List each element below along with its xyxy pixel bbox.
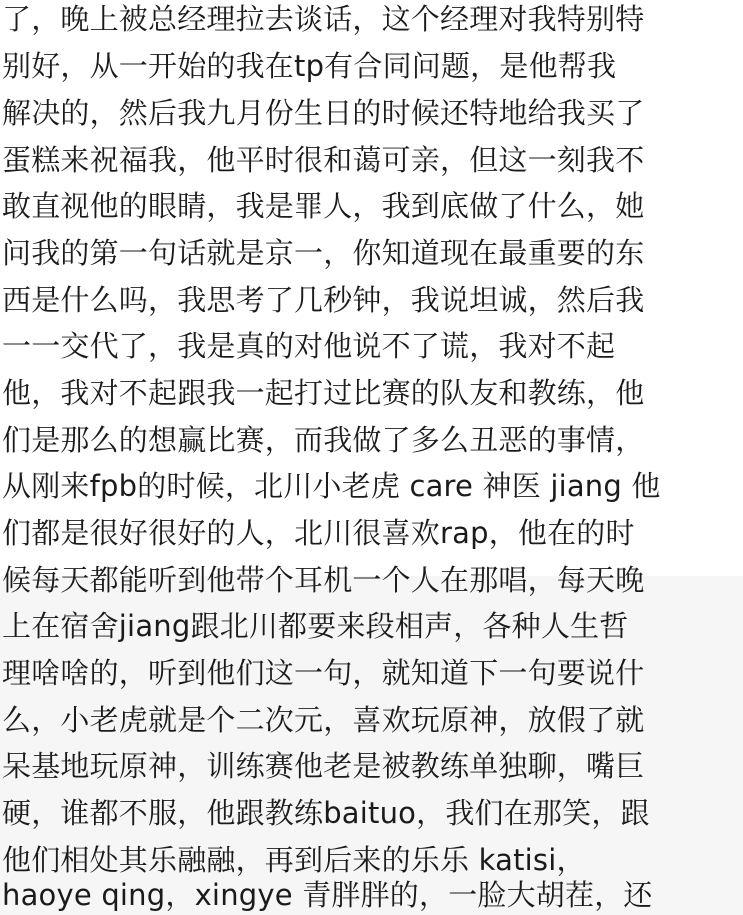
text-line-17: 呆基地玩原神，训练赛他老是被教练单独聊，嘴巨 bbox=[2, 749, 645, 783]
text-line-13: 候每天都能听到他带个耳机一个人在那唱，每天晚 bbox=[2, 563, 645, 597]
text-line-18: 硬，谁都不服，他跟教练baituo，我们在那笑，跟 bbox=[2, 796, 650, 830]
text-line-6: 问我的第一句话就是京一，你知道现在最重要的东 bbox=[2, 236, 645, 270]
text-line-7: 西是什么吗，我思考了几秒钟，我说坦诚，然后我 bbox=[2, 283, 645, 317]
text-line-3: 解决的，然后我九月份生日的时候还特地给我买了 bbox=[2, 96, 645, 130]
text-line-5: 敢直视他的眼睛，我是罪人，我到底做了什么，她 bbox=[2, 189, 645, 223]
text-line-1: 了，晚上被总经理拉去谈话，这个经理对我特别特 bbox=[2, 2, 645, 36]
text-line-20: haoye qing，xingye 青胖胖的，一脸大胡茬，还 bbox=[2, 878, 653, 912]
text-line-4: 蛋糕来祝福我，他平时很和蔼可亲，但这一刻我不 bbox=[2, 143, 645, 177]
text-line-19: 他们相处其乐融融，再到后来的乐乐 katisi， bbox=[2, 843, 586, 877]
text-line-15: 理啥啥的，听到他们这一句，就知道下一句要说什 bbox=[2, 656, 645, 690]
text-line-9: 他，我对不起跟我一起打过比赛的队友和教练，他 bbox=[2, 376, 645, 410]
text-line-16: 么，小老虎就是个二次元，喜欢玩原神，放假了就 bbox=[2, 703, 645, 737]
text-line-14: 上在宿舍jiang跟北川都要来段相声，各种人生哲 bbox=[2, 609, 629, 643]
text-line-8: 一一交代了，我是真的对他说不了谎，我对不起 bbox=[2, 329, 616, 363]
text-line-11: 从刚来fpb的时候，北川小老虎 care 神医 jiang 他 bbox=[2, 469, 661, 503]
text-line-2: 别好，从一开始的我在tp有合同问题，是他帮我 bbox=[2, 49, 617, 83]
text-line-10: 们是那么的想赢比赛，而我做了多么丑恶的事情， bbox=[2, 423, 645, 457]
text-line-12: 们都是很好很好的人，北川很喜欢rap，他在的时 bbox=[2, 516, 635, 550]
